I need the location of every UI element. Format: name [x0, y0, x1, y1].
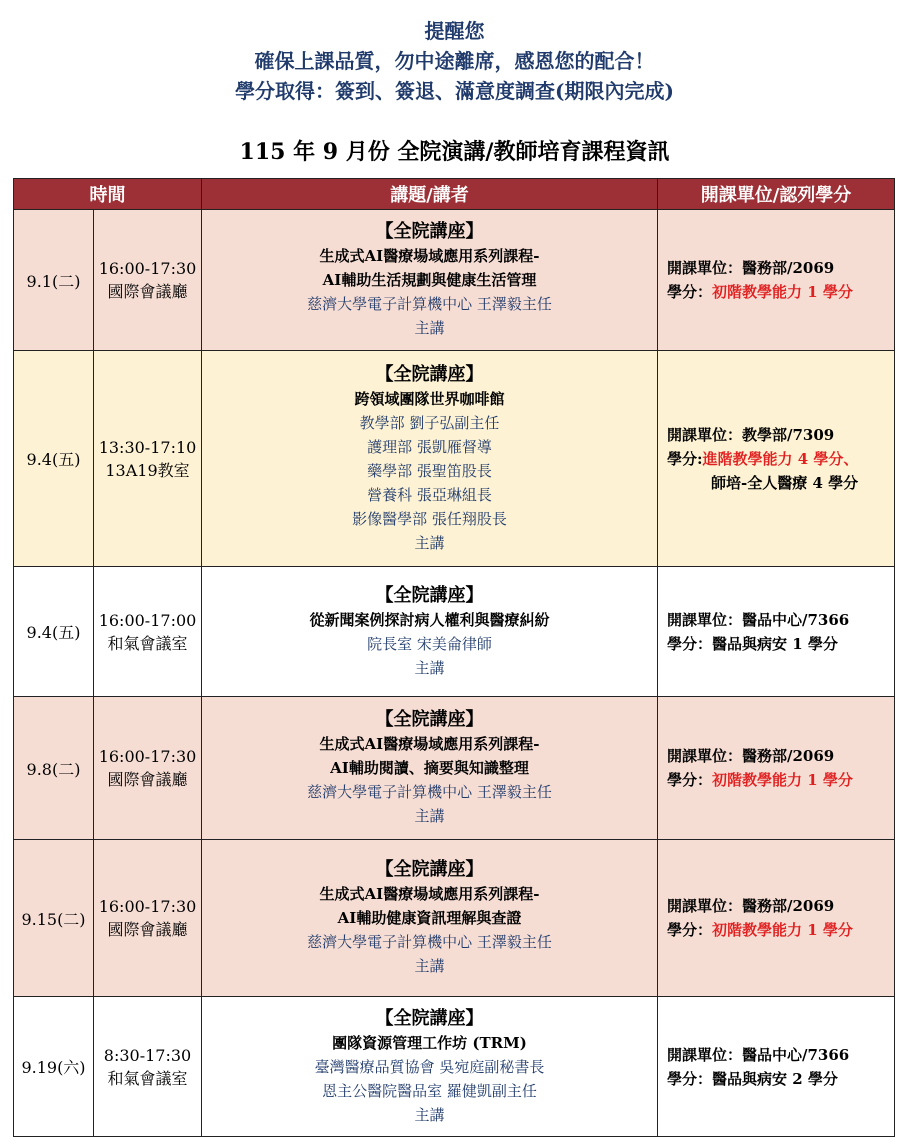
- lecture-tag: 【全院講座】: [375, 221, 484, 242]
- table-row: [14, 997, 895, 1137]
- table-header-row: [14, 179, 895, 210]
- row-topic: [202, 840, 658, 997]
- row-time: 13:30-17:10: [98, 437, 197, 457]
- credit-line: [667, 447, 894, 471]
- row-date: 9.8(二): [14, 697, 94, 840]
- topic-title-1: 團隊資源管理工作坊 (TRM): [332, 1033, 527, 1052]
- speaker: 營養科 張亞琳組長: [367, 485, 492, 504]
- credit-line: 學分：醫品與病安 1 學分: [667, 634, 838, 653]
- topic-title-2: AI輔助生活規劃與健康生活管理: [322, 271, 537, 289]
- row-date: 9.19(六): [14, 997, 94, 1137]
- header-time: 時間: [14, 179, 202, 210]
- credit-value-2: 師培-全人醫療 4 學分: [711, 473, 859, 492]
- lecture-tag: 【全院講座】: [375, 584, 484, 606]
- notice-line-2: 確保上課品質，勿中途離席，感恩您的配合！: [254, 49, 655, 73]
- table-row: [14, 840, 895, 997]
- credit-line: [667, 918, 894, 942]
- lecture-tag: 【全院講座】: [375, 709, 484, 730]
- row-topic: [202, 997, 658, 1137]
- table-row: [14, 210, 895, 351]
- lecture-tag: 【全院講座】: [375, 859, 484, 880]
- unit-label: 開課單位：醫品中心/7366: [667, 1045, 850, 1064]
- host-label: 主講: [414, 807, 445, 825]
- row-time-place: [94, 840, 202, 997]
- speaker: 恩主公醫院醫品室 羅健凱副主任: [322, 1081, 537, 1100]
- row-place: 和氣會議室: [107, 633, 188, 653]
- row-date: 9.15(二): [14, 840, 94, 997]
- unit-label: 開課單位：醫務部/2069: [667, 747, 835, 765]
- topic-title-1: 生成式AI醫療場域應用系列課程-: [319, 735, 540, 753]
- speaker: 臺灣醫療品質協會 吳宛庭副秘書長: [314, 1057, 545, 1076]
- host-label: 主講: [414, 319, 445, 337]
- topic-title-2: AI輔助健康資訊理解與查證: [337, 909, 522, 927]
- row-time: 16:00-17:00: [98, 610, 197, 630]
- table-row: [14, 567, 895, 697]
- topic-title-1: 跨領域團隊世界咖啡館: [354, 389, 505, 408]
- row-topic: [202, 567, 658, 697]
- speaker: 教學部 劉子弘副主任: [359, 413, 500, 432]
- row-time: 8:30-17:30: [103, 1045, 192, 1065]
- row-unit: [658, 567, 895, 697]
- credit-line: [667, 768, 894, 792]
- credit-value: 初階教學能力 1 學分: [712, 771, 853, 789]
- speaker: 慈濟大學電子計算機中心 王澤毅主任: [307, 933, 552, 951]
- row-time-place: [94, 210, 202, 351]
- header-unit: 開課單位/認列學分: [658, 179, 895, 210]
- credit-prefix: 學分：: [667, 771, 713, 789]
- notice-line-1: 提醒您: [424, 19, 485, 43]
- credit-value: 初階教學能力 1 學分: [712, 921, 853, 939]
- unit-label: 開課單位：醫務部/2069: [667, 897, 835, 915]
- row-place: 國際會議廳: [107, 282, 188, 301]
- schedule-table: [13, 178, 895, 1137]
- credit-prefix: 學分：: [667, 921, 713, 939]
- notice-line-3: 學分取得：簽到、簽退、滿意度調查(期限內完成): [235, 79, 674, 103]
- row-time: 16:00-17:30: [98, 897, 197, 916]
- lecture-tag: 【全院講座】: [375, 1007, 484, 1029]
- speaker: 院長室 宋美侖律師: [367, 634, 492, 653]
- row-topic: [202, 697, 658, 840]
- table-row: [14, 351, 895, 567]
- row-unit: [658, 997, 895, 1137]
- credit-prefix: 學分：: [667, 283, 713, 301]
- topic-title-1: 生成式AI醫療場域應用系列課程-: [319, 247, 540, 265]
- speaker: 藥學部 張聖笛股長: [367, 461, 492, 480]
- topic-title-2: AI輔助閱讀、摘要與知識整理: [330, 759, 529, 777]
- credit-value: 進階教學能力 4 學分、: [702, 449, 859, 468]
- credit-value: 初階教學能力 1 學分: [712, 283, 853, 301]
- unit-label: 開課單位：醫務部/2069: [667, 259, 835, 277]
- row-time: 16:00-17:30: [98, 747, 197, 766]
- row-unit: [658, 840, 895, 997]
- host-label: 主講: [414, 1105, 445, 1124]
- row-unit: [658, 697, 895, 840]
- row-place: 國際會議廳: [107, 770, 188, 789]
- row-date: 9.4(五): [14, 567, 94, 697]
- lecture-tag: 【全院講座】: [375, 363, 484, 385]
- table-row: [14, 697, 895, 840]
- row-time-place: [94, 697, 202, 840]
- row-topic: [202, 210, 658, 351]
- host-label: 主講: [414, 957, 445, 975]
- credit-line: [667, 280, 894, 304]
- unit-label: 開課單位：醫品中心/7366: [667, 610, 850, 629]
- notice: [0, 0, 909, 106]
- speaker: 慈濟大學電子計算機中心 王澤毅主任: [307, 783, 552, 801]
- credit-line: 學分：醫品與病安 2 學分: [667, 1069, 838, 1088]
- host-label: 主講: [414, 533, 445, 552]
- speaker: 影像醫學部 張任翔股長: [352, 509, 507, 528]
- topic-title-1: 從新聞案例探討病人權利與醫療糾紛: [309, 610, 550, 629]
- topic-title-1: 生成式AI醫療場域應用系列課程-: [319, 885, 540, 903]
- row-time-place: [94, 997, 202, 1137]
- row-unit: [658, 351, 895, 567]
- row-place: 和氣會議室: [107, 1068, 188, 1088]
- speaker: 慈濟大學電子計算機中心 王澤毅主任: [307, 295, 552, 313]
- row-place: 13A19教室: [105, 460, 190, 480]
- row-unit: [658, 210, 895, 351]
- host-label: 主講: [414, 658, 445, 677]
- row-place: 國際會議廳: [107, 920, 188, 939]
- row-time: 16:00-17:30: [98, 259, 197, 278]
- row-date: 9.1(二): [14, 210, 94, 351]
- row-time-place: [94, 567, 202, 697]
- row-time-place: [94, 351, 202, 567]
- row-topic: [202, 351, 658, 567]
- row-date: 9.4(五): [14, 351, 94, 567]
- header-topic: 講題/講者: [202, 179, 658, 210]
- schedule-title: 115 年 9 月份 全院演講/教師培育課程資訊: [239, 139, 670, 165]
- credit-prefix: 學分:: [667, 449, 703, 468]
- unit-label: 開課單位：教學部/7309: [667, 425, 835, 444]
- speaker: 護理部 張凱雁督導: [367, 437, 492, 456]
